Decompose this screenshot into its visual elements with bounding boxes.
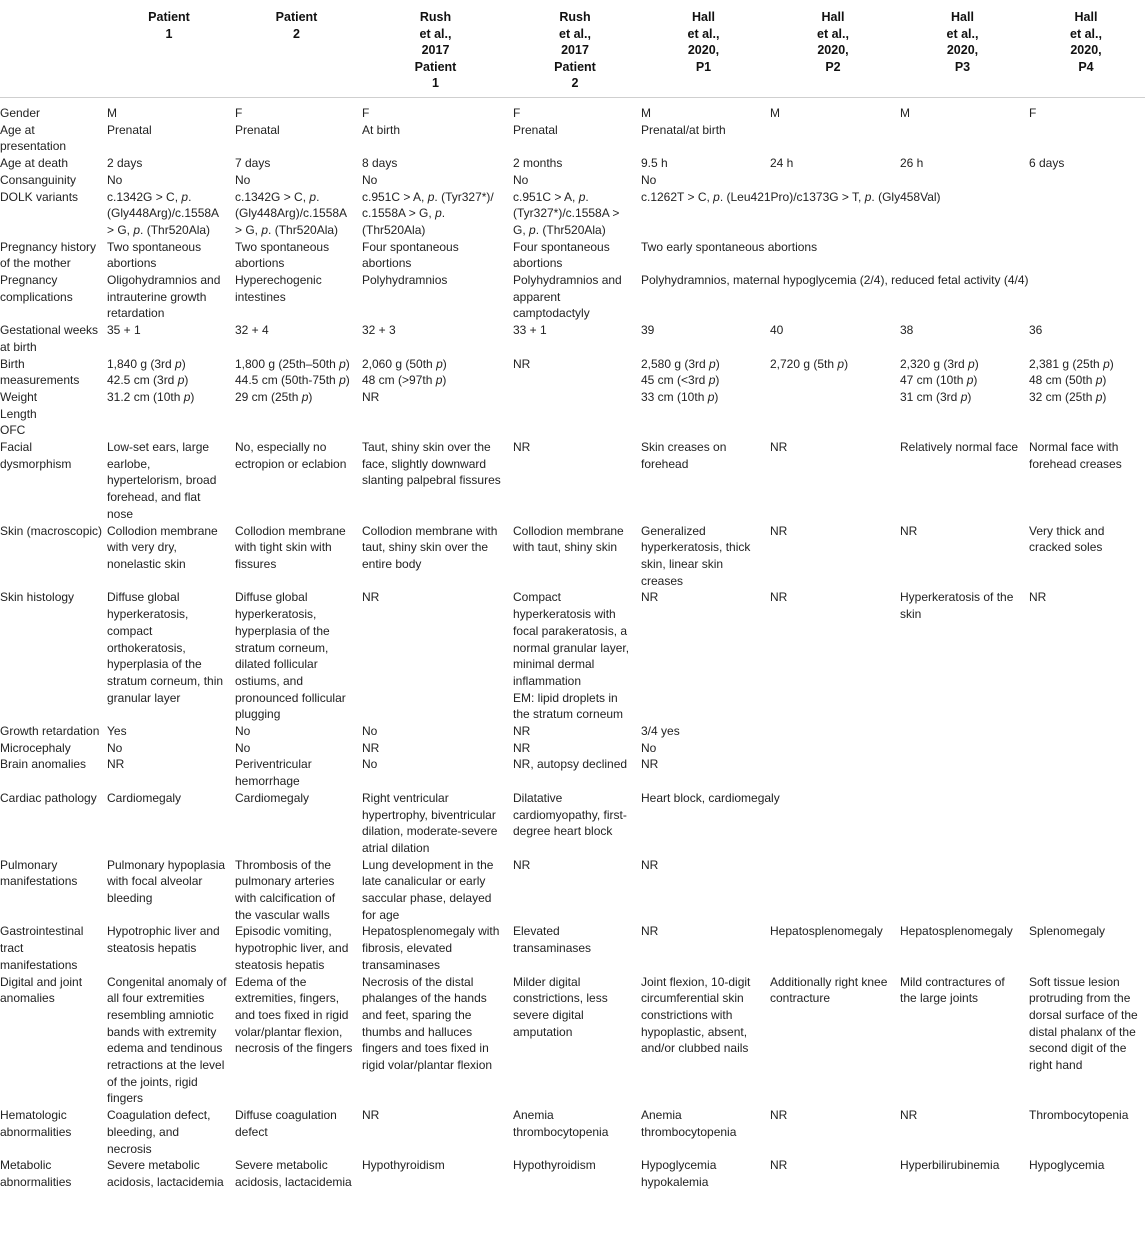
table-cell: Hypoglycemia xyxy=(1029,1158,1105,1173)
table-cell: M xyxy=(107,106,117,120)
table-cell: Compact hyperkeratosis with focal parakeratosis, a normal granular layer, minimal dermal inflammation EM: lipid droplets in the stratum corneum xyxy=(513,590,630,722)
table-cell: 24 h xyxy=(770,156,794,171)
table-cell: M xyxy=(770,106,780,120)
table-cell: Prenatal xyxy=(235,122,280,137)
table-cell: Right ventricular hypertrophy, biventricular dilation, moderate-severe atrial dilation xyxy=(362,790,498,855)
row-label: Consanguinity xyxy=(0,172,77,187)
table-row xyxy=(0,322,1145,355)
table-cell: Prenatal xyxy=(513,122,558,137)
table-cell: 40 xyxy=(770,323,784,338)
table-cell: No xyxy=(641,740,657,755)
table-cell: 2 months xyxy=(513,156,563,171)
table-cell: Hepatosplenomegaly xyxy=(900,924,1013,939)
row-label: Digital and joint anomalies xyxy=(0,974,83,1006)
table-cell: 38 xyxy=(900,323,914,338)
table-cell: No xyxy=(107,740,123,755)
table-cell: NR xyxy=(362,740,380,755)
table-row xyxy=(0,155,1145,172)
row-label: Age at presentation xyxy=(0,122,67,154)
table-cell: Yes xyxy=(107,724,127,739)
table-cell: Hyperechogenic intestines xyxy=(235,273,322,304)
table-cell: Diffuse global hyperkeratosis, hyperplasia of the stratum corneum, dilated follicular ostiums, and pronounced follicular plugging xyxy=(235,590,346,722)
table-cell: Additionally right knee contracture xyxy=(770,974,888,1006)
table-cell: F xyxy=(362,106,370,120)
table-cell: Cardiomegaly xyxy=(235,790,310,805)
table-cell: 33 + 1 xyxy=(513,323,547,338)
table-cell: NR xyxy=(362,1108,380,1123)
table-cell: 36 xyxy=(1029,323,1043,338)
table-cell: Congenital anomaly of all four extremities resembling amniotic bands with extremity edema and tendinous retractions at the level of the joints, rigid fingers xyxy=(107,974,227,1106)
table-cell: NR xyxy=(362,590,380,605)
table-cell: No xyxy=(235,172,251,187)
table-cell: Anemia thrombocytopenia xyxy=(513,1108,609,1139)
row-label: Metabolic abnormalities xyxy=(0,1158,72,1189)
table-cell: Hypotrophic liver and steatosis hepatis xyxy=(107,924,220,956)
table-cell: Anemia thrombocytopenia xyxy=(641,1108,737,1139)
table-row xyxy=(0,272,1145,322)
table-cell: No xyxy=(107,172,123,187)
header-cell-rush-patient-1: Rush et al., 2017 Patient 1 xyxy=(360,0,511,98)
table-cell: 32 + 3 xyxy=(362,323,396,338)
row-label: Birth measurements Weight Length OFC xyxy=(0,356,80,438)
table-cell: Collodion membrane with taut, shiny skin over the entire body xyxy=(362,523,498,571)
table-cell: Coagulation defect, bleeding, and necrosis xyxy=(107,1108,211,1156)
table-cell: NR xyxy=(900,523,918,538)
header-cell-hall-p3: Hall et al., 2020, P3 xyxy=(898,0,1027,98)
row-label: Growth retardation xyxy=(0,724,100,739)
table-row xyxy=(0,356,1145,440)
table-cell: NR xyxy=(641,924,659,939)
table-cell: 2,320 g (3rd p) 47 cm (10th p) 31 cm (3rd p) xyxy=(900,356,979,404)
row-label: Skin histology xyxy=(0,590,75,605)
table-cell: NR xyxy=(107,757,125,772)
table-cell: Episodic vomiting, hypotrophic liver, and steatosis hepatis xyxy=(235,924,349,972)
header-cell-rush-patient-2: Rush et al., 2017 Patient 2 xyxy=(511,0,639,98)
table-cell: Hyperbilirubinemia xyxy=(900,1158,1000,1173)
table-cell: Milder digital constrictions, less severe digital amputation xyxy=(513,974,608,1039)
table-cell: Collodion membrane with taut, shiny skin xyxy=(513,523,624,555)
table-cell: M xyxy=(641,106,651,120)
row-label: Gestational weeks at birth xyxy=(0,323,99,354)
table-cell: No xyxy=(362,724,378,739)
table-cell: No xyxy=(362,757,378,772)
table-row xyxy=(0,1107,1145,1157)
table-cell: Diffuse global hyperkeratosis, compact orthokeratosis, hyperplasia of the stratum corneum, thin granular layer xyxy=(107,590,224,705)
table-cell: F xyxy=(1029,106,1037,120)
table-row xyxy=(0,523,1145,590)
header-cell-patient-1: Patient 1 xyxy=(105,0,233,98)
table-row xyxy=(0,857,1145,924)
table-row xyxy=(0,98,1145,122)
table-cell: No xyxy=(641,172,657,187)
table-cell: c.951C > A, p. (Tyr327*)/ c.1558A > G, p. (Thr520Ala) xyxy=(362,189,494,237)
table-cell: Collodion membrane with tight skin with fissures xyxy=(235,523,346,571)
table-cell: Hepatosplenomegaly with fibrosis, elevated transaminases xyxy=(362,924,500,972)
header-row xyxy=(0,0,1145,98)
row-label: Facial dysmorphism xyxy=(0,440,72,471)
table-row xyxy=(0,589,1145,723)
table-row xyxy=(0,790,1145,857)
table-cell: NR xyxy=(900,1108,918,1123)
table-cell: 32 + 4 xyxy=(235,323,269,338)
table-cell: NR xyxy=(770,523,788,538)
row-label: Pregnancy complications xyxy=(0,273,73,304)
table-cell: Collodion membrane with very dry, nonelastic skin xyxy=(107,523,218,571)
table-row xyxy=(0,172,1145,189)
table-cell: 7 days xyxy=(235,156,271,171)
table-cell: 8 days xyxy=(362,156,398,171)
table-cell: Very thick and cracked soles xyxy=(1029,523,1105,555)
table-cell: Hypothyroidism xyxy=(362,1158,445,1173)
table-cell: Splenomegaly xyxy=(1029,924,1106,939)
table-cell: M xyxy=(900,106,910,120)
table-cell: NR xyxy=(513,356,531,371)
table-row xyxy=(0,439,1145,523)
table-cell: Polyhydramnios xyxy=(362,273,448,288)
table-cell: Oligohydramnios and intrauterine growth retardation xyxy=(107,273,221,321)
table-cell: Edema of the extremities, fingers, and toes fixed in rigid volar/plantar flexion, necrosis of the fingers xyxy=(235,974,353,1056)
table-cell: Low-set ears, large earlobe, hypertelorism, broad forehead, and flat nose xyxy=(107,440,217,521)
table-cell: Hepatosplenomegaly xyxy=(770,924,883,939)
table-cell: Mild contractures of the large joints xyxy=(900,974,1005,1006)
table-row xyxy=(0,122,1145,155)
table-row xyxy=(0,923,1145,973)
table-cell: 1,800 g (25th–50th p) 44.5 cm (50th-75th p) 29 cm (25th p) xyxy=(235,356,350,404)
table-cell: No xyxy=(362,172,378,187)
table-cell: Polyhydramnios, maternal hypoglycemia (2/4), reduced fetal activity (4/4) xyxy=(641,273,1029,288)
table-cell: 2,580 g (3rd p) 45 cm (<3rd p) 33 cm (10th p) xyxy=(641,356,720,404)
table-cell: NR xyxy=(513,740,531,755)
table-row xyxy=(0,974,1145,1108)
table-cell: NR xyxy=(513,857,531,872)
table-cell: NR xyxy=(770,440,788,455)
table-cell: Four spontaneous abortions xyxy=(362,239,459,271)
table-cell: 2,720 g (5th p) xyxy=(770,356,849,371)
row-label: Hematologic abnormalities xyxy=(0,1108,72,1139)
table-cell: 2,381 g (25th p) 48 cm (50th p) 32 cm (25th p) xyxy=(1029,356,1114,404)
header-cell-hall-p1: Hall et al., 2020, P1 xyxy=(639,0,768,98)
table-cell: Polyhydramnios and apparent camptodactyly xyxy=(513,273,622,321)
table-cell: Generalized hyperkeratosis, thick skin, linear skin creases xyxy=(641,523,751,588)
table-cell: No xyxy=(235,724,251,739)
table-cell: 9.5 h xyxy=(641,156,668,171)
row-label: Pregnancy history of the mother xyxy=(0,239,97,271)
table-cell: NR xyxy=(770,590,788,605)
table-cell: 2,060 g (50th p) 48 cm (>97th p) NR xyxy=(362,356,447,404)
table-cell: Relatively normal face xyxy=(900,440,1019,455)
row-label: Gastrointestinal tract manifestations xyxy=(0,924,84,972)
table-cell: Severe metabolic acidosis, lactacidemia xyxy=(235,1158,352,1189)
table-cell: 3/4 yes xyxy=(641,724,680,739)
header-cell-hall-p4: Hall et al., 2020, P4 xyxy=(1027,0,1145,98)
row-label: Age at death xyxy=(0,156,69,171)
table-cell: 1,840 g (3rd p) 42.5 cm (3rd p) 31.2 cm (10th p) xyxy=(107,356,195,404)
table-cell: Two spontaneous abortions xyxy=(235,239,330,271)
table-cell: NR xyxy=(513,440,531,455)
table-cell: Diffuse coagulation defect xyxy=(235,1108,337,1139)
table-cell: Thrombocytopenia xyxy=(1029,1108,1129,1123)
table-cell: F xyxy=(235,106,243,120)
table-cell: Periventricular hemorrhage xyxy=(235,757,312,789)
table-cell: At birth xyxy=(362,122,401,137)
table-row xyxy=(0,756,1145,789)
table-cell: NR xyxy=(770,1158,788,1173)
table-cell: Hyperkeratosis of the skin xyxy=(900,590,1014,622)
table-cell: Prenatal xyxy=(107,122,152,137)
table-cell: NR, autopsy declined xyxy=(513,757,628,772)
table-cell: Hypoglycemia hypokalemia xyxy=(641,1158,717,1189)
table-cell: 2 days xyxy=(107,156,143,171)
table-cell: Prenatal/at birth xyxy=(641,122,726,137)
table-cell: Two early spontaneous abortions xyxy=(641,239,818,254)
table-cell: 39 xyxy=(641,323,655,338)
table-cell: F xyxy=(513,106,521,120)
table-row xyxy=(0,239,1145,272)
table-cell: Heart block, cardiomegaly xyxy=(641,790,780,805)
table-cell: No xyxy=(513,172,529,187)
table-cell: Normal face with forehead creases xyxy=(1029,440,1122,471)
table-cell: Taut, shiny skin over the face, slightly downward slanting palpebral fissures xyxy=(362,440,501,488)
table-row xyxy=(0,723,1145,740)
table-cell: NR xyxy=(641,590,659,605)
table-cell: Necrosis of the distal phalanges of the hands and feet, sparing the thumbs and halluces fingers and toes fixed in rigid volar/plantar flexion xyxy=(362,974,493,1073)
table-row xyxy=(0,740,1145,757)
table-cell: NR xyxy=(641,757,659,772)
table-cell: c.951C > A, p. (Tyr327*)/c.1558A > G, p. (Thr520Ala) xyxy=(513,189,620,237)
row-label: DOLK variants xyxy=(0,189,79,204)
table-cell: Two spontaneous abortions xyxy=(107,239,202,271)
header-cell-hall-p2: Hall et al., 2020, P2 xyxy=(768,0,898,98)
table-cell: Soft tissue lesion protruding from the dorsal surface of the distal phalanx of the second digit of the right hand xyxy=(1029,974,1138,1073)
header-cell-patient-2: Patient 2 xyxy=(233,0,360,98)
table-cell: No xyxy=(235,740,251,755)
table-row xyxy=(0,189,1145,239)
table-cell: Severe metabolic acidosis, lactacidemia xyxy=(107,1158,224,1189)
table-cell: 35 + 1 xyxy=(107,323,141,338)
row-label: Skin (macroscopic) xyxy=(0,523,103,538)
table-cell: c.1262T > C, p. (Leu421Pro)/c1373G > T, p. (Gly458Val) xyxy=(641,189,941,204)
table-cell: NR xyxy=(770,1108,788,1123)
table-cell: 6 days xyxy=(1029,156,1065,171)
table-cell: Joint flexion, 10-digit circumferential skin constrictions with hypoplastic, absent, and/or clubbed nails xyxy=(641,974,751,1056)
table-cell: Cardiomegaly xyxy=(107,790,182,805)
header-cell-label xyxy=(0,0,105,98)
row-label: Microcephaly xyxy=(0,740,71,755)
row-label: Brain anomalies xyxy=(0,757,87,772)
table-row xyxy=(0,1157,1145,1190)
table-cell: c.1342G > C, p. (Gly448Arg)/c.1558A > G, p. (Thr520Ala) xyxy=(107,189,219,237)
row-label: Pulmonary manifestations xyxy=(0,857,78,889)
row-label: Cardiac pathology xyxy=(0,790,97,805)
table-cell: Lung development in the late canalicular or early saccular phase, delayed for age xyxy=(362,857,494,922)
row-label: Gender xyxy=(0,106,41,120)
table-cell: Skin creases on forehead xyxy=(641,440,727,471)
table-cell: Elevated transaminases xyxy=(513,924,592,956)
table-cell: c.1342G > C, p. (Gly448Arg)/c.1558A > G, p. (Thr520Ala) xyxy=(235,189,347,237)
table-cell: Hypothyroidism xyxy=(513,1158,596,1173)
table-cell: NR xyxy=(641,857,659,872)
table-cell: Four spontaneous abortions xyxy=(513,239,610,271)
table-cell: Pulmonary hypoplasia with focal alveolar bleeding xyxy=(107,857,226,906)
table-cell: NR xyxy=(513,724,531,739)
table-cell: 26 h xyxy=(900,156,924,171)
table-cell: NR xyxy=(1029,590,1047,605)
table-cell: Dilatative cardiomyopathy, first-degree heart block xyxy=(513,790,627,839)
table-cell: Thrombosis of the pulmonary arteries with calcification of the vascular walls xyxy=(235,857,336,922)
table-cell: No, especially no ectropion or eclabion xyxy=(235,440,347,471)
